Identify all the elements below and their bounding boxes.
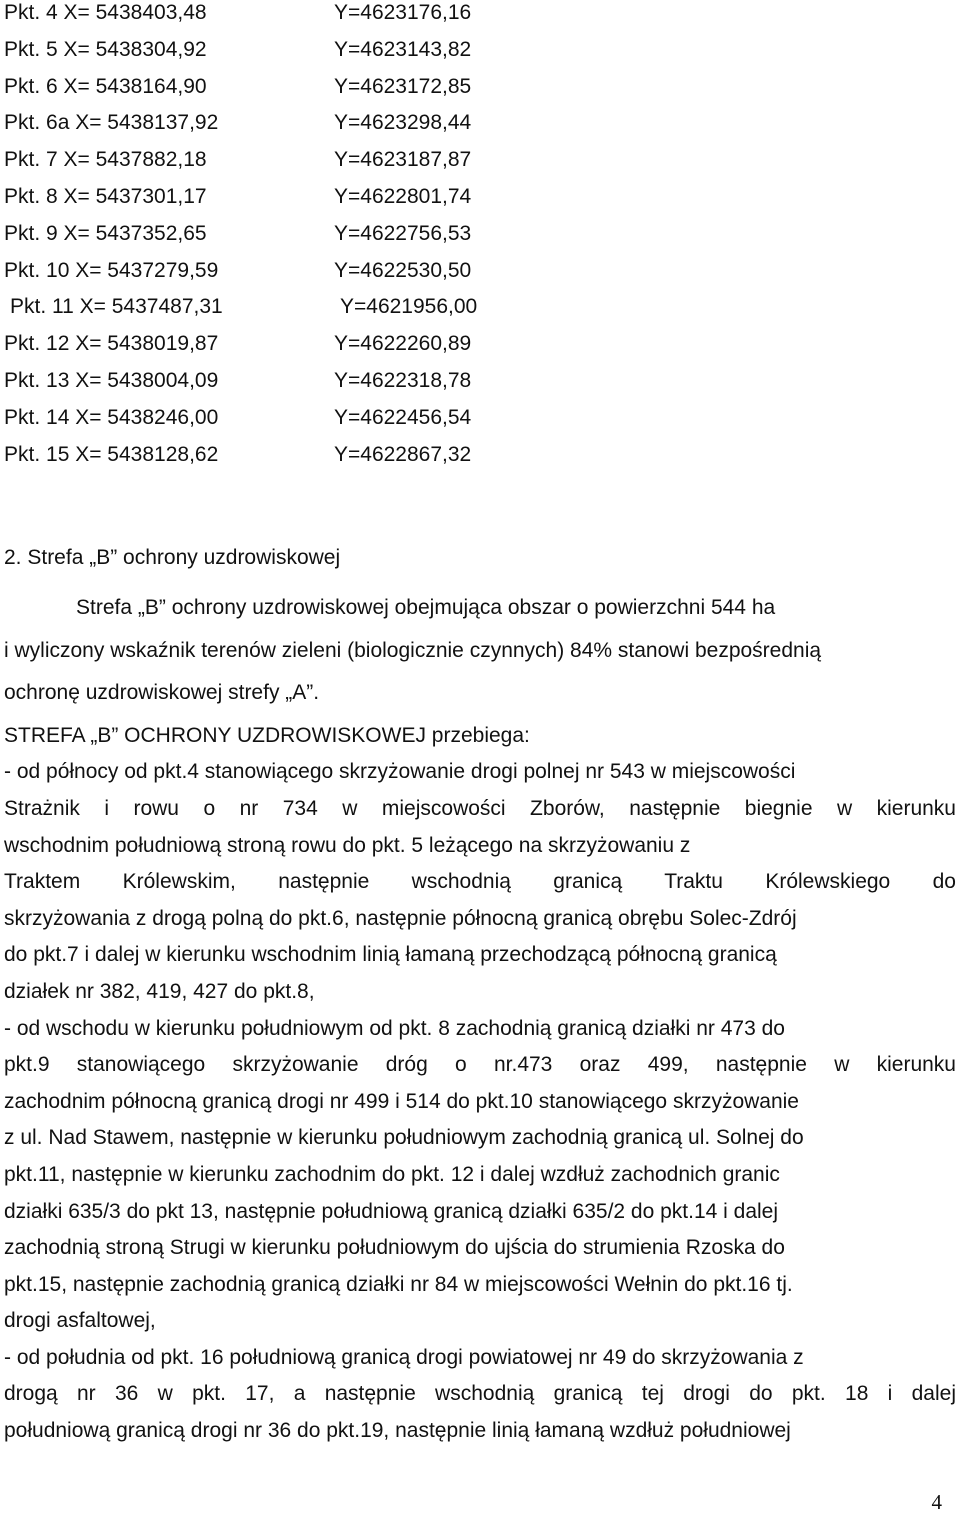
point-x: Pkt. 14 X= 5438246,00 <box>4 405 219 429</box>
route-line: - od wschodu w kierunku południowym od pkt. 8 zachodnią granicą działki nr 473 do <box>4 1016 785 1040</box>
coordinate-row <box>4 37 564 74</box>
intro-line: i wyliczony wskaźnik terenów zieleni (biologicznie czynnych) 84% stanowi bezpośrednią <box>4 638 822 662</box>
coordinate-row <box>4 258 564 295</box>
page-number: 4 <box>931 1490 942 1514</box>
coordinate-row <box>4 110 564 147</box>
route-line: pkt.11, następnie w kierunku zachodnim do pkt. 12 i dalej wzdłuż zachodnich granic <box>4 1162 780 1186</box>
point-y: Y=4622530,50 <box>334 258 472 282</box>
coordinate-row <box>4 221 564 258</box>
coordinate-row <box>4 184 564 221</box>
point-y: Y=4622801,74 <box>334 184 472 208</box>
point-y: Y=4623176,16 <box>334 1 472 24</box>
route-line: Strażnik i rowu o nr 734 w miejscowości Zborów, następnie biegnie w kierunku <box>4 796 956 820</box>
route-line: - od południa od pkt. 16 południową granicą drogi powiatowej nr 49 do skrzyżowania z <box>4 1345 804 1369</box>
point-x: Pkt. 8 X= 5437301,17 <box>4 184 207 208</box>
coordinate-list <box>4 0 564 478</box>
coordinate-row <box>4 294 564 331</box>
point-y: Y=4622756,53 <box>334 221 472 245</box>
point-y: Y=4623187,87 <box>334 148 472 172</box>
point-x: Pkt. 7 X= 5437882,18 <box>4 148 207 172</box>
point-x: Pkt. 15 X= 5438128,62 <box>4 442 219 466</box>
point-y: Y=4622867,32 <box>334 442 472 466</box>
point-x: Pkt. 11 X= 5437487,31 <box>10 295 223 319</box>
coordinate-row <box>4 405 564 442</box>
section-heading: 2. Strefa „B” ochrony uzdrowiskowej <box>4 546 341 569</box>
point-x: Pkt. 4 X= 5438403,48 <box>4 1 207 24</box>
coordinate-row <box>4 442 564 479</box>
point-x: Pkt. 12 X= 5438019,87 <box>4 332 219 356</box>
route-line: skrzyżowania z drogą polną do pkt.6, następnie północną granicą obrębu Solec-Zdrój <box>4 906 797 930</box>
coordinate-row <box>4 331 564 368</box>
route-line: działki 635/3 do pkt 13, następnie południową granicą działki 635/2 do pkt.14 i dalej <box>4 1199 779 1223</box>
route-line: - od północy od pkt.4 stanowiącego skrzyżowanie drogi polnej nr 543 w miejscowości <box>4 760 796 784</box>
route-line: działek nr 382, 419, 427 do pkt.8, <box>4 979 315 1003</box>
route-line: z ul. Nad Stawem, następnie w kierunku południowym zachodnią granicą ul. Solnej do <box>4 1126 804 1150</box>
route-line: wschodnim południową stroną rowu do pkt. 5 leżącego na skrzyżowaniu z <box>4 833 691 857</box>
point-y: Y=4622456,54 <box>334 405 472 429</box>
route-line: Traktem Królewskim, następnie wschodnią granicą Traktu Królewskiego do <box>4 870 956 894</box>
route-line: zachodnią stroną Strugi w kierunku południowym do ujścia do strumienia Rzoska do <box>4 1236 785 1260</box>
intro-line: Strefa „B” ochrony uzdrowiskowej obejmująca obszar o powierzchni 544 ha <box>76 596 776 619</box>
point-y: Y=4621956,00 <box>340 295 478 319</box>
point-y: Y=4622260,89 <box>334 332 472 356</box>
point-x: Pkt. 13 X= 5438004,09 <box>4 368 219 392</box>
point-x: Pkt. 10 X= 5437279,59 <box>4 258 219 282</box>
route-line: pkt.9 stanowiącego skrzyżowanie dróg o nr.473 oraz 499, następnie w kierunku <box>4 1053 956 1077</box>
route-line: do pkt.7 i dalej w kierunku wschodnim linią łamaną przechodzącą północną granicą <box>4 943 777 967</box>
point-x: Pkt. 6 X= 5438164,90 <box>4 74 207 98</box>
point-y: Y=4622318,78 <box>334 368 472 392</box>
coordinate-row <box>4 74 564 111</box>
coordinate-row <box>4 147 564 184</box>
route-line: zachodnim północną granicą drogi nr 499 i 514 do pkt.10 stanowiącego skrzyżowanie <box>4 1089 799 1113</box>
point-x: Pkt. 5 X= 5438304,92 <box>4 37 207 61</box>
route-line: południową granicą drogi nr 36 do pkt.19, następnie linią łamaną wzdłuż południowej <box>4 1419 791 1443</box>
point-y: Y=4623172,85 <box>334 74 472 98</box>
route-heading: STREFA „B” OCHRONY UZDROWISKOWEJ przebiega: <box>4 723 530 747</box>
coordinate-row <box>4 368 564 405</box>
route-line: drogą nr 36 w pkt. 17, a następnie wschodnią granicą tej drogi do pkt. 18 i dalej <box>4 1382 956 1406</box>
point-y: Y=4623298,44 <box>334 111 472 135</box>
point-x: Pkt. 6a X= 5438137,92 <box>4 111 219 135</box>
intro-line: ochronę uzdrowiskowej strefy „A”. <box>4 681 320 705</box>
point-x: Pkt. 9 X= 5437352,65 <box>4 221 207 245</box>
section-body <box>4 590 956 1450</box>
coordinate-row <box>4 0 564 37</box>
point-y: Y=4623143,82 <box>334 37 472 61</box>
route-line: drogi asfaltowej, <box>4 1309 156 1333</box>
route-line: pkt.15, następnie zachodnią granicą działki nr 84 w miejscowości Wełnin do pkt.16 tj. <box>4 1272 793 1296</box>
